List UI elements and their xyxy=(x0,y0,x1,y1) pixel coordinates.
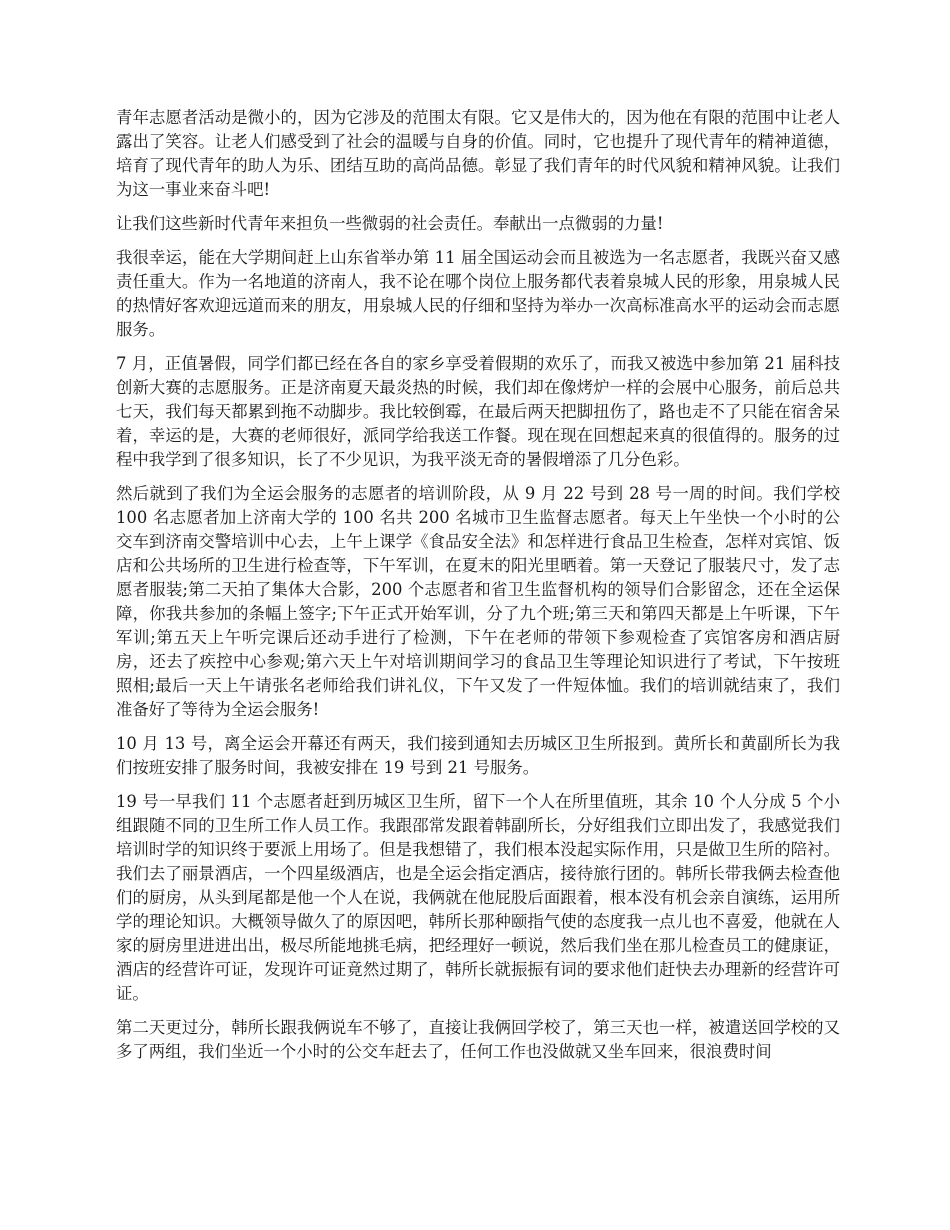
document-page xyxy=(116,106,840,1074)
paragraph: 我很幸运，能在大学期间赶上山东省举办第 11 届全国运动会而且被选为一名志愿者，我既兴奋又感责任重大。作为一名地道的济南人，我不论在哪个岗位上服务都代表着泉城人民的形象，用泉城人民的热情好客欢迎远道而来的朋友，用泉城人民的仔细和坚持为举办一次高标准高水平的运动会而志愿服务。 xyxy=(116,248,840,339)
paragraph: 青年志愿者活动是微小的，因为它涉及的范围太有限。它又是伟大的，因为他在有限的范围中让老人露出了笑容。让老人们感受到了社会的温暖与自身的价值。同时，它也提升了现代青年的精神道德，培育了现代青年的助人为乐、团结互助的高尚品德。彰显了我们青年的时代风貌和精神风貌。让我们为这一事业来奋斗吧! xyxy=(116,108,840,199)
paragraph: 19 号一早我们 11 个志愿者赶到历城区卫生所，留下一个人在所里值班，其余 10 个人分成 5 个小组跟随不同的卫生所工作人员工作。我跟邵常发跟着韩副所长，分好组我们立即出发了，我感觉我们培训时学的知识终于要派上用场了。但是我想错了，我们根本没起实际作用，只是做卫生所的陪衬。我们去了丽景酒店，一个四星级酒店，也是全运会指定酒店，接待旅行团的。韩所长带我俩去检查他们的厨房，从头到尾都是他一个人在说，我俩就在他屁股后面跟着，根本没有机会亲自演练，运用所学的理论知识。大概领导做久了的原因吧，韩所长那种颐指气使的态度我一点儿也不喜爱，他就在人家的厨房里进进出出，极尽所能地挑毛病，把经理好一顿说，然后我们坐在那儿检查员工的健康证，酒店的经营许可证，发现许可证竟然过期了，韩所长就振振有词的要求他们赶快去办理新的经营许可证。 xyxy=(116,792,840,1003)
paragraph: 然后就到了我们为全运会服务的志愿者的培训阶段，从 9 月 22 号到 28 号一周的时间。我们学校 100 名志愿者加上济南大学的 100 名共 200 名城市卫生监督志愿者。每天上午坐快一个小时的公交车到济南交警培训中心去，上午上课学《食品安全法》和怎样进行食品卫生检查，怎样对宾馆、饭店和公共场所的卫生进行检查等，下午军训，在夏末的阳光里晒着。第一天登记了服装尺寸，发了志愿者服装;第二天拍了集体大合影，200 个志愿者和省卫生监督机构的领导们合影留念，还在全运保障，你我共参加的条幅上签字;下午正式开始军训，分了九个班;第三天和第四天都是上午听课，下午军训;第五天上午听完课后还动手进行了检测，下午在老师的带领下参观检查了宾馆客房和酒店厨房，还去了疾控中心参观;第六天上午对培训期间学习的食品卫生等理论知识进行了考试，下午按班照相;最后一天上午请张名老师给我们讲礼仪，下午又发了一件短体恤。我们的培训就结束了，我们准备好了等待为全运会服务! xyxy=(116,484,840,719)
paragraph: 第二天更过分，韩所长跟我俩说车不够了，直接让我俩回学校了，第三天也一样，被遣送回学校的又多了两组，我们坐近一个小时的公交车赶去了，任何工作也没做就又坐车回来，很浪费时间 xyxy=(116,1018,840,1061)
paragraph: 7 月，正值暑假，同学们都已经在各自的家乡享受着假期的欢乐了，而我又被选中参加第 21 届科技创新大赛的志愿服务。正是济南夏天最炎热的时候，我们却在像烤炉一样的会展中心服务，前后总共七天，我们每天都累到拖不动脚步。我比较倒霉，在最后两天把脚扭伤了，路也走不了只能在宿舍呆着，幸运的是，大赛的老师很好，派同学给我送工作餐。现在现在回想起来真的很值得的。服务的过程中我学到了很多知识，长了不少见识，为我平淡无奇的暑假增添了几分色彩。 xyxy=(116,354,840,469)
paragraph: 10 月 13 号，离全运会开幕还有两天，我们接到通知去历城区卫生所报到。黄所长和黄副所长为我们按班安排了服务时间，我被安排在 19 号到 21 号服务。 xyxy=(116,734,840,777)
paragraph: 让我们这些新时代青年来担负一些微弱的社会责任。奉献出一点微弱的力量! xyxy=(116,214,664,233)
